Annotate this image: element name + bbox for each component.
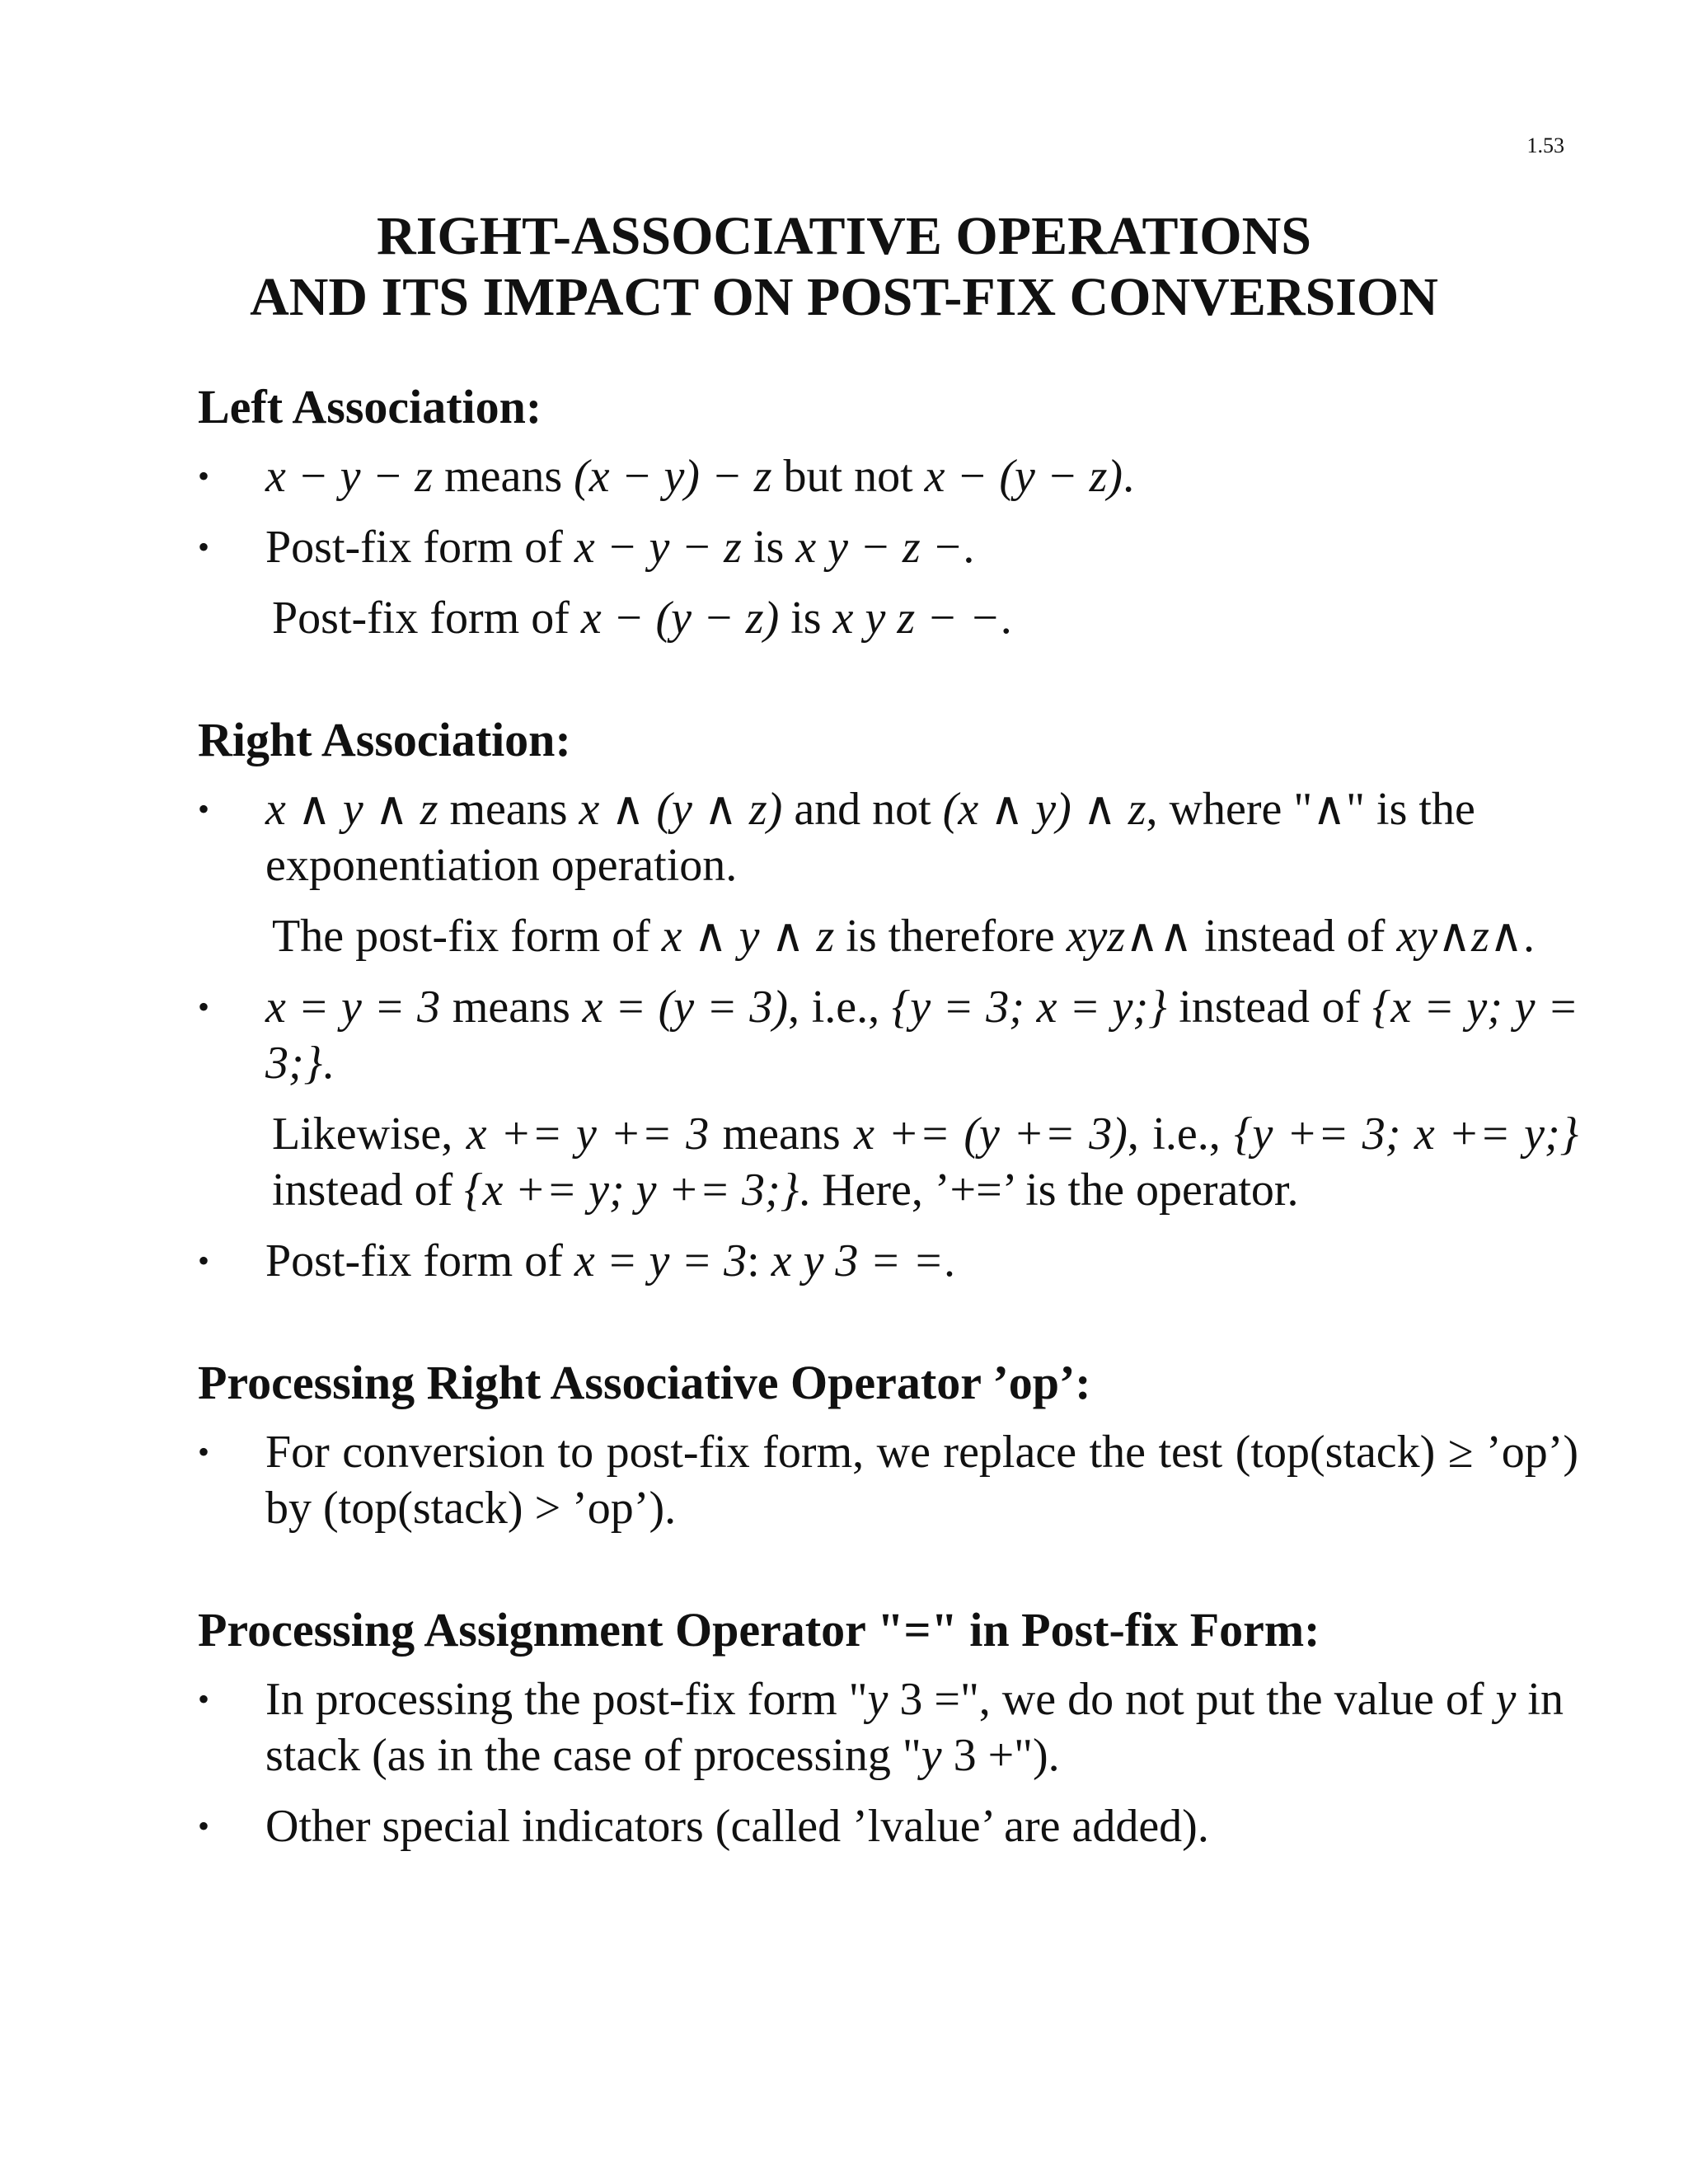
math-expression: x − y − z xyxy=(574,522,742,573)
bullet-item xyxy=(198,1671,1578,1783)
math-expression: x − (y − z) xyxy=(924,451,1123,502)
text-run: means xyxy=(440,982,583,1033)
text-run: instead of xyxy=(1193,911,1397,962)
bullet-item xyxy=(198,1424,1578,1536)
bullet-icon: • xyxy=(198,1242,210,1279)
text-run: Post-fix form of xyxy=(272,593,581,644)
text-run: In processing the post-fix form " xyxy=(265,1674,868,1725)
text-run: The post-fix form of xyxy=(272,911,662,962)
math-expression: y xyxy=(867,1674,889,1725)
bullet-icon: • xyxy=(198,528,210,565)
bullet-item xyxy=(198,1798,1578,1854)
left-association-section xyxy=(198,379,1578,646)
continuation-paragraph xyxy=(198,1106,1578,1218)
text-run: . xyxy=(322,1038,335,1089)
text-run: is xyxy=(741,522,796,573)
page-content xyxy=(198,379,1578,1920)
math-expression: x = (y = 3) xyxy=(582,982,788,1033)
bullet-icon: • xyxy=(198,988,210,1025)
text-run: but not xyxy=(771,451,925,502)
math-expression: x += y += 3 xyxy=(466,1108,710,1160)
text-run: . xyxy=(963,522,975,573)
math-expression: x ∧ (y ∧ z) xyxy=(579,784,783,835)
bullet-item xyxy=(198,448,1578,504)
bullet-item xyxy=(198,781,1578,893)
math-expression: x y − z − xyxy=(795,522,964,573)
text-run: Likewise, xyxy=(272,1108,467,1160)
math-expression: x y z − − xyxy=(832,593,1001,644)
title-line-1: RIGHT-ASSOCIATIVE OPERATIONS xyxy=(377,206,1311,266)
text-run: . xyxy=(1522,911,1535,962)
text-run: is therefore xyxy=(834,911,1067,962)
bullet-icon: • xyxy=(198,1807,210,1844)
text-run: Other special indicators (called ’lvalue’ are added). xyxy=(265,1801,1209,1852)
math-expression: (x − y) − z xyxy=(574,451,772,502)
math-expression: {x += y; y += 3;} xyxy=(464,1165,799,1216)
bullet-item xyxy=(198,1233,1578,1289)
bullet-icon: • xyxy=(198,457,210,494)
right-association-heading: Right Association: xyxy=(198,713,571,766)
continuation-paragraph xyxy=(198,590,1578,646)
text-run: means xyxy=(438,784,579,835)
text-run: . xyxy=(1000,593,1012,644)
math-expression: x = y = 3 xyxy=(574,1235,748,1286)
math-expression: xyz∧∧ xyxy=(1066,911,1193,962)
right-operator-heading: Processing Right Associative Operator ’op’: xyxy=(198,1356,1091,1409)
math-expression: {y = 3; x = y;} xyxy=(891,982,1167,1033)
page-number: 1.53 xyxy=(1526,134,1564,157)
math-expression: x = y = 3 xyxy=(265,982,441,1033)
continuation-paragraph xyxy=(198,908,1578,964)
math-expression: x += (y += 3) xyxy=(854,1108,1128,1160)
text-run: means xyxy=(709,1108,855,1160)
math-expression: {y += 3; x += y;} xyxy=(1234,1108,1578,1160)
page-title xyxy=(0,206,1688,328)
math-expression: y xyxy=(921,1730,942,1781)
bullet-item xyxy=(198,519,1578,575)
assignment-section xyxy=(198,1602,1578,1854)
bullet-icon: • xyxy=(198,790,210,827)
math-expression: x − y − z xyxy=(265,451,434,502)
math-expression: x ∧ y ∧ z xyxy=(661,911,835,962)
bullet-icon: • xyxy=(198,1680,210,1718)
text-run: , where "∧" is the exponentiation operation. xyxy=(265,784,1475,891)
assignment-heading: Processing Assignment Operator "=" in Post-fix Form: xyxy=(198,1603,1320,1657)
text-run: . xyxy=(1123,451,1135,502)
bullet-icon: • xyxy=(198,1433,210,1470)
text-run: Post-fix form of xyxy=(265,1235,574,1286)
left-association-heading: Left Association: xyxy=(198,380,542,434)
math-expression: {x = y; y = 3;} xyxy=(265,982,1578,1089)
math-expression: x − (y − z) xyxy=(580,593,780,644)
text-run: means xyxy=(433,451,574,502)
text-run: Post-fix form of xyxy=(265,522,574,573)
text-run: . Here, ’+=’ is the operator. xyxy=(799,1165,1299,1216)
text-run: For conversion to post-fix form, we replace the test (top(stack) ≥ ’op’) by (top(stack) > ’op’). xyxy=(265,1427,1578,1534)
text-run: . xyxy=(944,1235,956,1286)
text-run: 3 =", we do not put the value of xyxy=(888,1674,1496,1725)
math-expression: x y 3 = = xyxy=(771,1235,945,1286)
math-expression: y xyxy=(1495,1674,1517,1725)
text-run: instead of xyxy=(272,1165,465,1216)
text-run: is xyxy=(779,593,833,644)
title-line-2: AND ITS IMPACT ON POST-FIX CONVERSION xyxy=(250,267,1438,327)
text-run: , i.e., xyxy=(788,982,892,1033)
text-run: and not xyxy=(782,784,943,835)
right-operator-section xyxy=(198,1355,1578,1536)
text-run: : xyxy=(747,1235,771,1286)
math-expression: (x ∧ y) ∧ z xyxy=(942,784,1146,835)
text-run: instead of xyxy=(1166,982,1372,1033)
text-run: in stack (as in the case of processing " xyxy=(265,1674,1564,1781)
math-expression: xy∧z∧ xyxy=(1396,911,1523,962)
text-run: 3 +"). xyxy=(941,1730,1060,1781)
bullet-item xyxy=(198,979,1578,1091)
right-association-section xyxy=(198,712,1578,1289)
text-run: , i.e., xyxy=(1127,1108,1235,1160)
math-expression: x ∧ y ∧ z xyxy=(265,784,438,835)
